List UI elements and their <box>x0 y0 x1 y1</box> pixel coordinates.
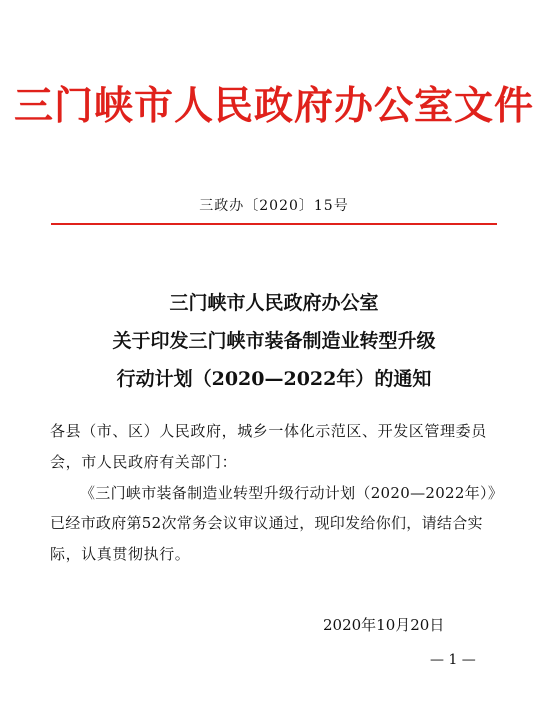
notice-title-line-2: 关于印发三门峡市装备制造业转型升级 <box>112 330 436 352</box>
body-text-line-2: 会，市人民政府有关部门： <box>50 453 238 471</box>
body-text-line-1: 各县（市、区）人民政府，城乡一体化示范区、开发区管理委员 <box>50 422 487 440</box>
notice-title-line-1: 三门峡市人民政府办公室 <box>169 292 379 314</box>
notice-title-line-3: 行动计划（2020—2022年）的通知 <box>116 368 432 390</box>
document-header-title: 三门峡市人民政府办公室文件 <box>13 83 534 129</box>
body-text-line-3: 《三门峡市装备制造业转型升级行动计划（2020—2022年）》 <box>80 484 504 502</box>
document-number: 三政办〔2020〕15号 <box>199 198 349 214</box>
red-separator-line <box>51 223 497 225</box>
body-text-line-5: 际，认真贯彻执行。 <box>50 545 191 563</box>
issue-date: 2020年10月20日 <box>323 616 445 634</box>
page-number: — 1 — <box>430 652 476 668</box>
body-text-line-4: 已经市政府第52次常务会议审议通过，现印发给你们，请结合实 <box>50 514 483 532</box>
